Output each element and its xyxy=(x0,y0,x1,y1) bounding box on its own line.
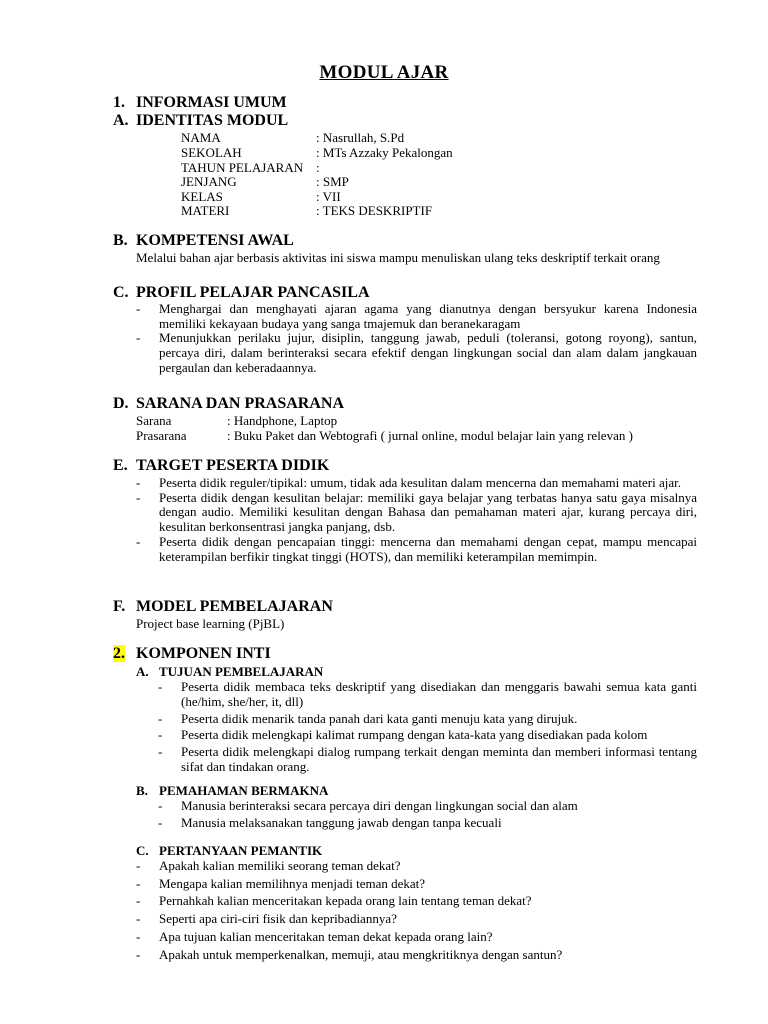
target-peserta-heading xyxy=(113,457,329,475)
identitas-key: NAMA xyxy=(181,130,221,145)
profil-list xyxy=(136,302,697,376)
identitas-row-nama xyxy=(181,130,404,146)
sarana-prasarana-heading xyxy=(113,395,344,413)
subsection-letter: B. xyxy=(136,783,148,798)
model-pembelajaran-text: Project base learning (PjBL) xyxy=(136,616,285,631)
identitas-key: JENJANG xyxy=(181,174,237,189)
section-letter: D. xyxy=(113,395,129,412)
list-item: - Apakah untuk memperkenalkan, memuji, atau mengkritiknya dengan santun? xyxy=(136,948,697,963)
list-item: - Menunjukkan perilaku jujur, disiplin, tanggung jawab, peduli (toleransi, gotong royong), santun, percaya diri, dalam berinteraksi secara efektif dengan lingkungan social dan alam dalam jangkauan pergaulan dan keberadaannya. xyxy=(136,331,697,375)
identitas-value: : SMP xyxy=(316,174,349,189)
identitas-row-materi xyxy=(181,203,432,219)
subsection-label: TUJUAN PEMBELAJARAN xyxy=(159,664,324,679)
list-item: - Peserta didik melengkapi dialog rumpang terkait dengan meminta dan memberi informasi tentang sifat dan tindakan orang. xyxy=(158,745,697,774)
sarana-key: Sarana xyxy=(136,413,172,428)
identitas-modul-heading xyxy=(113,112,288,130)
section-label: IDENTITAS MODUL xyxy=(136,112,289,129)
subsection-letter: A. xyxy=(136,664,149,679)
section-komponen-inti-heading xyxy=(113,645,271,663)
list-item: - Apakah kalian memiliki seorang teman dekat? xyxy=(136,859,697,874)
kompetensi-awal-heading xyxy=(113,232,294,250)
profil-pelajar-heading xyxy=(113,284,370,302)
identitas-value: : MTs Azzaky Pekalongan xyxy=(316,145,453,160)
list-item: - Peserta didik dengan kesulitan belajar: memiliki gaya belajar yang terbatas hanya satu gaya misalnya dengan audio. Memiliki kesulitan dengan Bahasa dan pemahaman materi ajar, kurang percaya diri, kesulitan berkonsentrasi jangka panjang, dsb. xyxy=(136,491,697,535)
target-list xyxy=(136,476,697,564)
list-item: - Apa tujuan kalian menceritakan teman dekat kepada orang lain? xyxy=(136,930,697,945)
section-label: PROFIL PELAJAR PANCASILA xyxy=(136,284,370,301)
identitas-row-jenjang xyxy=(181,174,349,190)
pertanyaan-list xyxy=(136,859,697,965)
model-pembelajaran-heading xyxy=(113,598,333,616)
section-label: KOMPONEN INTI xyxy=(136,645,271,662)
identitas-key: SEKOLAH xyxy=(181,145,242,160)
identitas-value: : TEKS DESKRIPTIF xyxy=(316,203,433,218)
pemahaman-list xyxy=(158,799,697,833)
section-letter: B. xyxy=(113,232,128,249)
section-informasi-umum-heading xyxy=(113,94,287,112)
identitas-value: : VII xyxy=(316,189,341,204)
identitas-key: MATERI xyxy=(181,203,230,218)
page-title: MODUL AJAR xyxy=(319,62,449,83)
section-letter: E. xyxy=(113,457,128,474)
pertanyaan-pemantik-heading xyxy=(136,843,322,859)
sarana-row xyxy=(136,413,337,429)
list-item: - Pernahkah kalian menceritakan kepada orang lain tentang teman dekat? xyxy=(136,894,697,909)
list-item: - Peserta didik reguler/tipikal: umum, tidak ada kesulitan dalam mencerna dan memahami materi ajar. xyxy=(136,476,697,491)
identitas-key: KELAS xyxy=(181,189,223,204)
section-number: 1. xyxy=(113,94,125,111)
sarana-value: : Buku Paket dan Webtografi ( jurnal online, modul belajar lain yang relevan ) xyxy=(227,428,633,443)
section-label: KOMPETENSI AWAL xyxy=(136,232,294,249)
section-number-wrap xyxy=(113,645,136,663)
section-letter: F. xyxy=(113,598,126,615)
pemahaman-bermakna-heading xyxy=(136,783,328,799)
section-label: SARANA DAN PRASARANA xyxy=(136,395,345,412)
identitas-key: TAHUN PELAJARAN xyxy=(181,160,304,175)
list-item: - Peserta didik membaca teks deskriptif yang disediakan dan menggaris bawahi semua kata ganti (he/him, she/her, it, dll) xyxy=(158,680,697,709)
tujuan-pembelajaran-heading xyxy=(136,664,323,680)
list-item: - Seperti apa ciri-ciri fisik dan kepribadiannya? xyxy=(136,912,697,927)
list-item: - Peserta didik dengan pencapaian tinggi: mencerna dan memahami dengan cepat, mampu mencapai keterampilan berfikir tingkat tinggi (HOTS), dan memiliki keterampilan memimpin. xyxy=(136,535,697,564)
kompetensi-awal-text: Melalui bahan ajar berbasis aktivitas ini siswa mampu menuliskan ulang teks deskriptif terkait orang xyxy=(136,250,660,265)
section-letter: C. xyxy=(113,284,129,301)
tujuan-list xyxy=(158,680,697,777)
section-label: TARGET PESERTA DIDIK xyxy=(136,457,330,474)
sarana-value: : Handphone, Laptop xyxy=(227,413,338,428)
sarana-key: Prasarana xyxy=(136,428,187,443)
section-label: INFORMASI UMUM xyxy=(136,94,287,111)
subsection-label: PERTANYAAN PEMANTIK xyxy=(159,843,323,858)
list-item: - Menghargai dan menghayati ajaran agama yang dianutnya dengan bersyukur karena Indonesia memiliki kekayaan budaya yang sanga tmajemuk dan beranekaragam xyxy=(136,302,697,331)
list-item: - Mengapa kalian memilihnya menjadi teman dekat? xyxy=(136,877,697,892)
identitas-row-sekolah xyxy=(181,145,453,161)
section-number-highlight: 2. xyxy=(113,645,125,662)
list-item: - Peserta didik menarik tanda panah dari kata ganti menuju kata yang dirujuk. xyxy=(158,712,697,727)
subsection-label: PEMAHAMAN BERMAKNA xyxy=(159,783,329,798)
subsection-letter: C. xyxy=(136,843,149,858)
identitas-value: : Nasrullah, S.Pd xyxy=(316,130,405,145)
identitas-value: : xyxy=(316,160,320,175)
section-label: MODEL PEMBELAJARAN xyxy=(136,598,333,615)
section-letter: A. xyxy=(113,112,129,129)
prasarana-row xyxy=(136,428,633,444)
list-item: - Peserta didik melengkapi kalimat rumpang dengan kata-kata yang disediakan pada kolom xyxy=(158,728,697,743)
list-item: - Manusia berinteraksi secara percaya diri dengan lingkungan social dan alam xyxy=(158,799,697,814)
list-item: - Manusia melaksanakan tanggung jawab dengan tanpa kecuali xyxy=(158,816,697,831)
